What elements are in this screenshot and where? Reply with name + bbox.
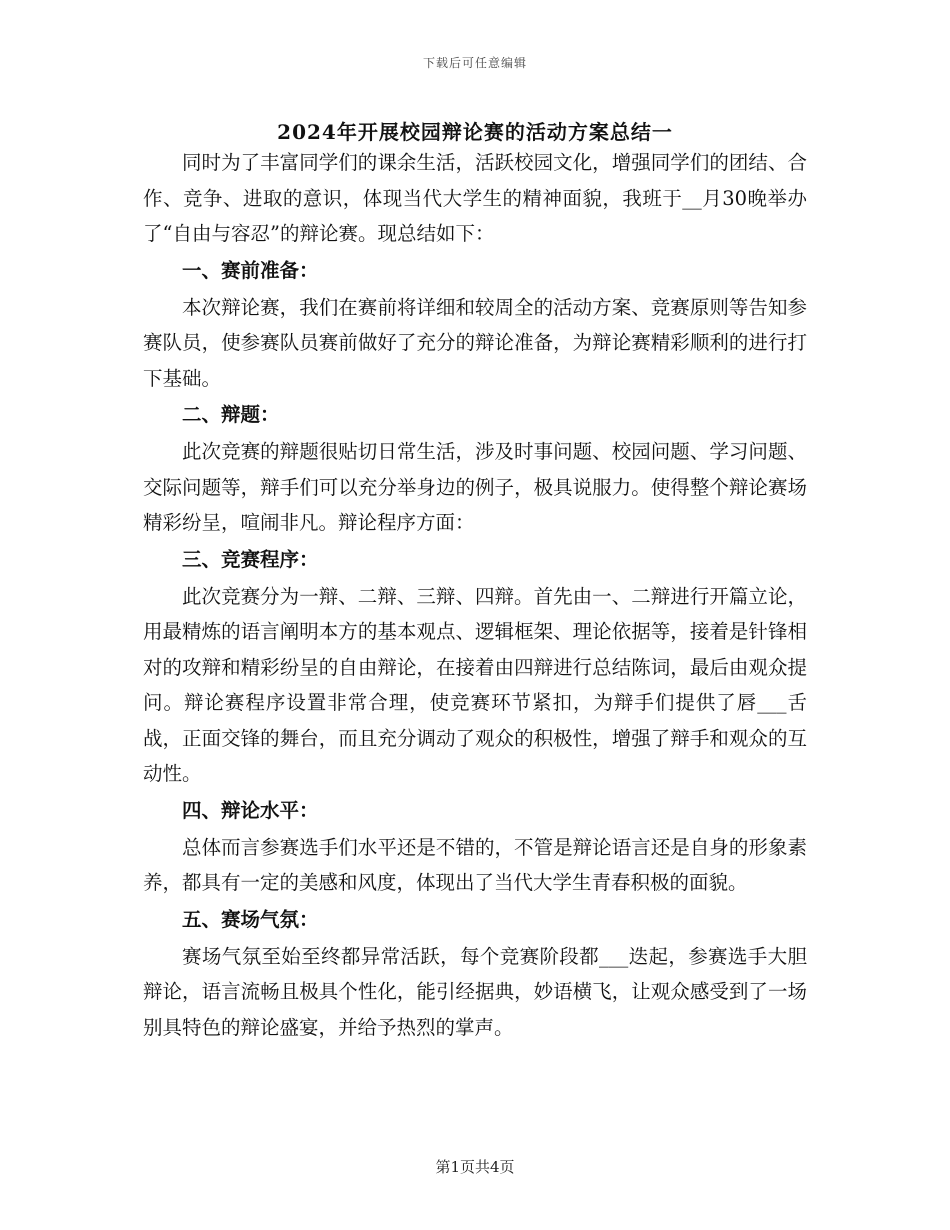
section-text-level: 总体而言参赛选手们水平还是不错的，不管是辩论语言还是自身的形象素养，都具有一定的美感和风度，体现出了当代大学生青春积极的面貌。	[143, 835, 807, 894]
section-heading-preparation: 一、赛前准备：	[182, 258, 319, 282]
document-body	[143, 145, 807, 1045]
intro-paragraph: 同时为了丰富同学们的课余生活，活跃校园文化，增强同学们的团结、合作、竞争、进取的意识，体现当代大学生的精神面貌，我班于__月30晚举办了“自由与容忍”的辩论赛。现总结如下：	[143, 151, 807, 245]
section-text-preparation: 本次辩论赛，我们在赛前将详细和较周全的活动方案、竞赛原则等告知参赛队员，使参赛队员赛前做好了充分的辩论准备，为辩论赛精彩顺利的进行打下基础。	[143, 295, 807, 390]
section-text-topic: 此次竞赛的辩题很贴切日常生活，涉及时事问题、校园问题、学习问题、交际问题等，辩手们可以充分举身边的例子，极具说服力。使得整个辩论赛场精彩纷呈，喧闹非凡。辩论程序方面：	[143, 440, 807, 534]
section-heading-topic: 二、辩题：	[182, 403, 280, 426]
section-text-procedure: 此次竞赛分为一辩、二辩、三辩、四辩。首先由一、二辩进行开篇立论，用最精炼的语言阐明本方的基本观点、逻辑框架、理论依据等，接着是针锋相对的攻辩和精彩纷呈的自由辩论，在接着由四辩进行总结陈词，最后由观众提问。辩论赛程序设置非常合理，使竞赛环节紧扣，为辩手们提供了唇___舌战，正面交锋的舞台，而且充分调动了观众的积极性，增强了辩手和观众的互动性。	[143, 584, 807, 785]
section-heading-level: 四、辩论水平：	[182, 798, 319, 822]
header-note: 下载后可任意编辑	[422, 56, 527, 70]
page-number: 第1页共4页	[435, 1158, 515, 1176]
section-heading-atmosphere: 五、赛场气氛：	[182, 907, 319, 931]
section-heading-procedure: 三、竞赛程序：	[182, 547, 319, 571]
section-text-atmosphere: 赛场气氛至始至终都异常活跃，每个竞赛阶段都___迭起，参赛选手大胆辩论，语言流畅且极具个性化，能引经据典，妙语横飞，让观众感受到了一场别具特色的辩论盛宴，并给予热烈的掌声。	[143, 944, 807, 1039]
document-title: 2024年开展校园辩论赛的活动方案总结一	[277, 120, 673, 144]
